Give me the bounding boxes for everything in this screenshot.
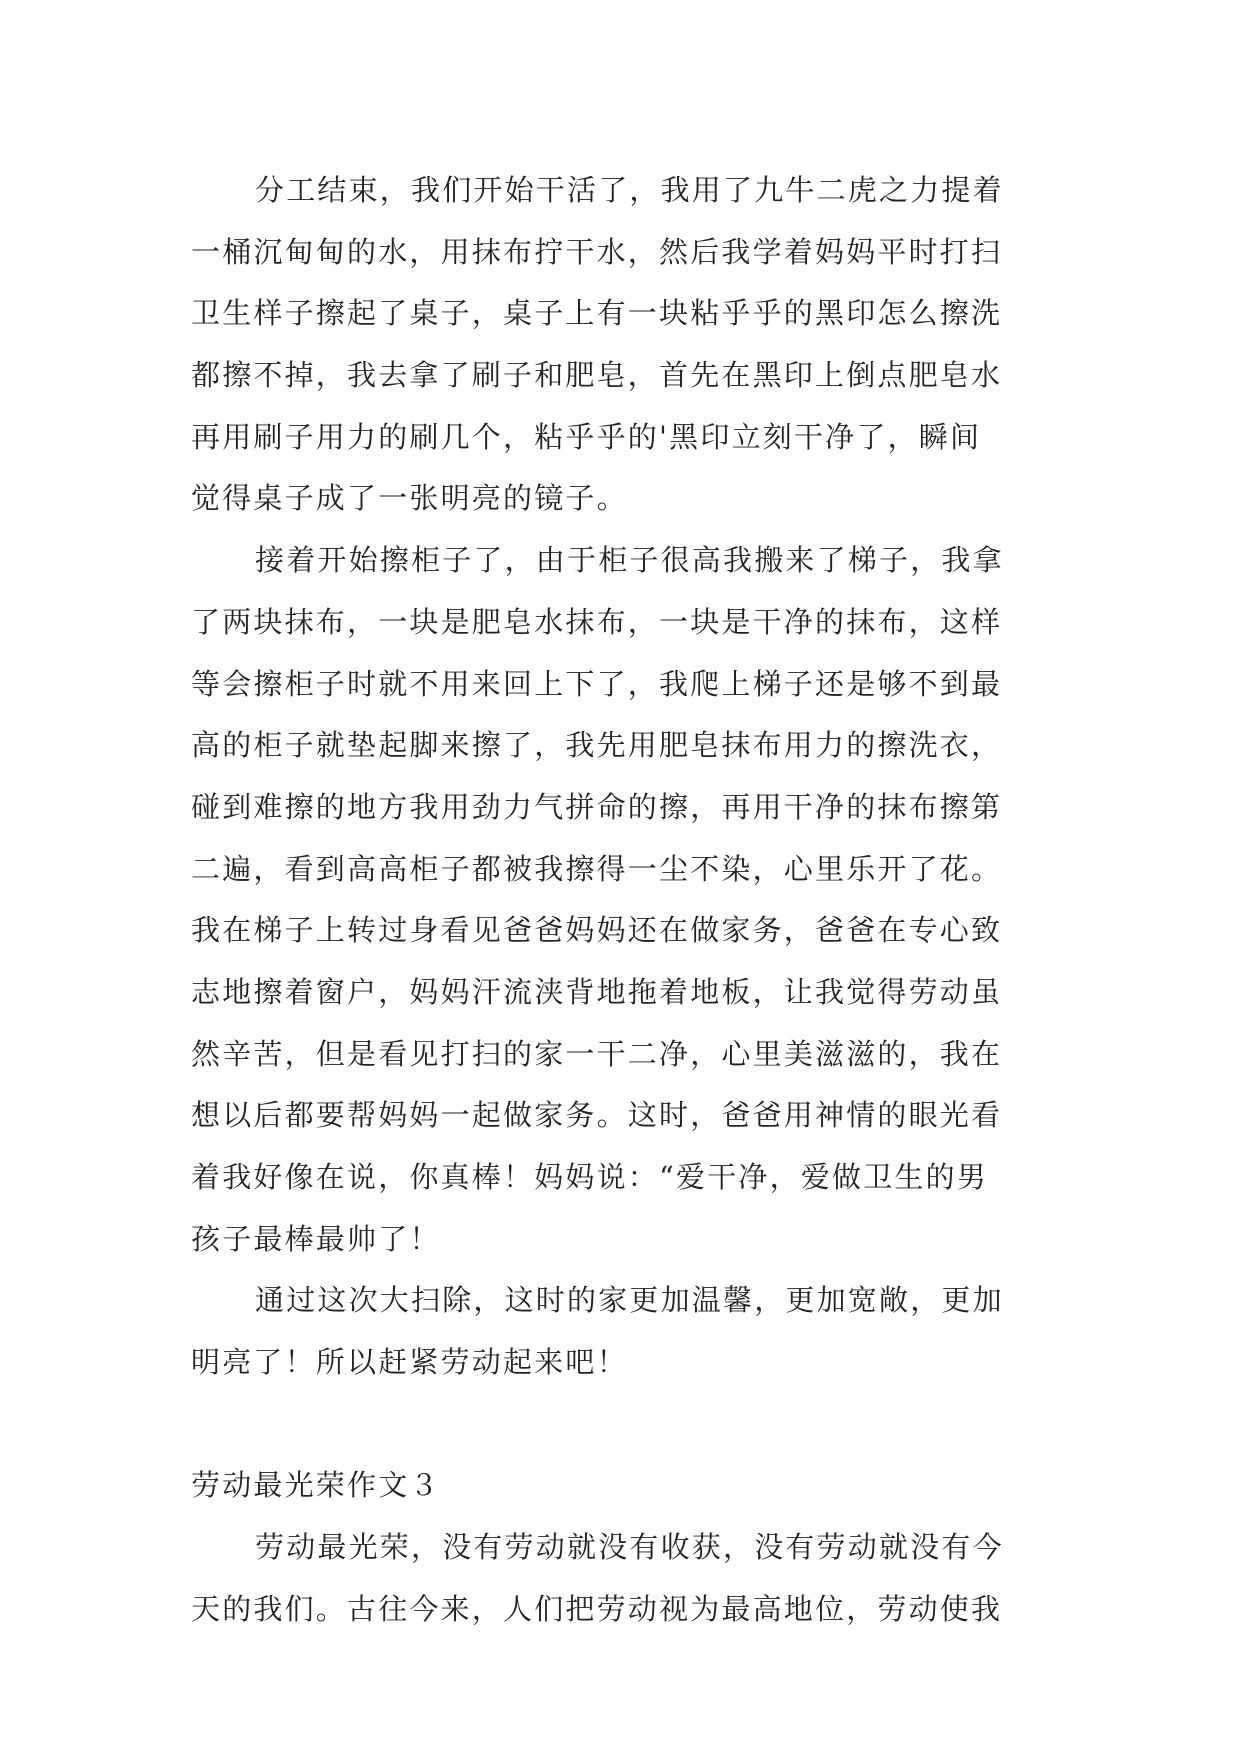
text-line: 孩子最棒最帅了！	[191, 1221, 441, 1256]
text-line: 劳动最光荣，没有劳动就没有收获，没有劳动就没有今	[255, 1530, 1004, 1565]
text-line: 然辛苦，但是看见打扫的家一干二净，心里美滋滋的，我在	[191, 1036, 1003, 1071]
text-line: 二遍，看到高高柜子都被我擦得一尘不染，心里乐开了花。	[191, 851, 1003, 886]
text-line: 碰到难擦的地方我用劲力气拼命的擦，再用干净的抹布擦第	[191, 789, 1003, 824]
text-line: 接着开始擦柜子了，由于柜子很高我搬来了梯子，我拿	[255, 543, 1004, 578]
text-line: 分工结束，我们开始干活了，我用了九牛二虎之力提着	[255, 173, 1004, 207]
text-line: 着我好像在说，你真棒！妈妈说：“爱干净，爱做卫生的男	[191, 1160, 989, 1194]
text-line: 一桶沉甸甸的水，用抹布拧干水，然后我学着妈妈平时打扫	[191, 234, 1003, 269]
paragraph-1	[191, 160, 1061, 530]
text-line: 卫生样子擦起了桌子，桌子上有一块粘乎乎的黑印怎么擦洗	[191, 296, 1003, 331]
paragraph-2	[191, 530, 1061, 1270]
text-line: 了两块抹布，一块是肥皂水抹布，一块是干净的抹布，这样	[191, 604, 1003, 639]
section-heading	[191, 1455, 1061, 1517]
document-body	[191, 160, 1061, 1641]
text-line: 天的我们。古往今来，人们把劳动视为最高地位，劳动使我	[191, 1591, 1003, 1626]
text-line: 志地擦着窗户，妈妈汗流浃背地拖着地板，让我觉得劳动虽	[191, 974, 1003, 1009]
text-line: 等会擦柜子时就不用来回上下了，我爬上梯子还是够不到最	[191, 666, 1003, 701]
heading-text: 劳动最光荣作文３	[191, 1468, 441, 1503]
text-line: 明亮了！所以赶紧劳动起来吧！	[191, 1345, 628, 1380]
text-line: 高的柜子就垫起脚来擦了，我先用肥皂抹布用力的擦洗衣，	[191, 728, 1003, 763]
paragraph-4	[191, 1517, 1061, 1640]
text-line: 都擦不掉，我去拿了刷子和肥皂，首先在黑印上倒点肥皂水	[191, 358, 1003, 393]
text-line: 通过这次大扫除，这时的家更加温馨，更加宽敞，更加	[255, 1283, 1004, 1318]
text-line: 再用刷子用力的刷几个，粘乎乎的'黑印立刻干净了，瞬间	[191, 419, 982, 454]
text-line: 我在梯子上转过身看见爸爸妈妈还在做家务，爸爸在专心致	[191, 913, 1003, 948]
paragraph-3	[191, 1270, 1061, 1393]
text-line: 想以后都要帮妈妈一起做家务。这时，爸爸用神情的眼光看	[191, 1098, 1003, 1133]
text-line: 觉得桌子成了一张明亮的镜子。	[191, 481, 628, 516]
